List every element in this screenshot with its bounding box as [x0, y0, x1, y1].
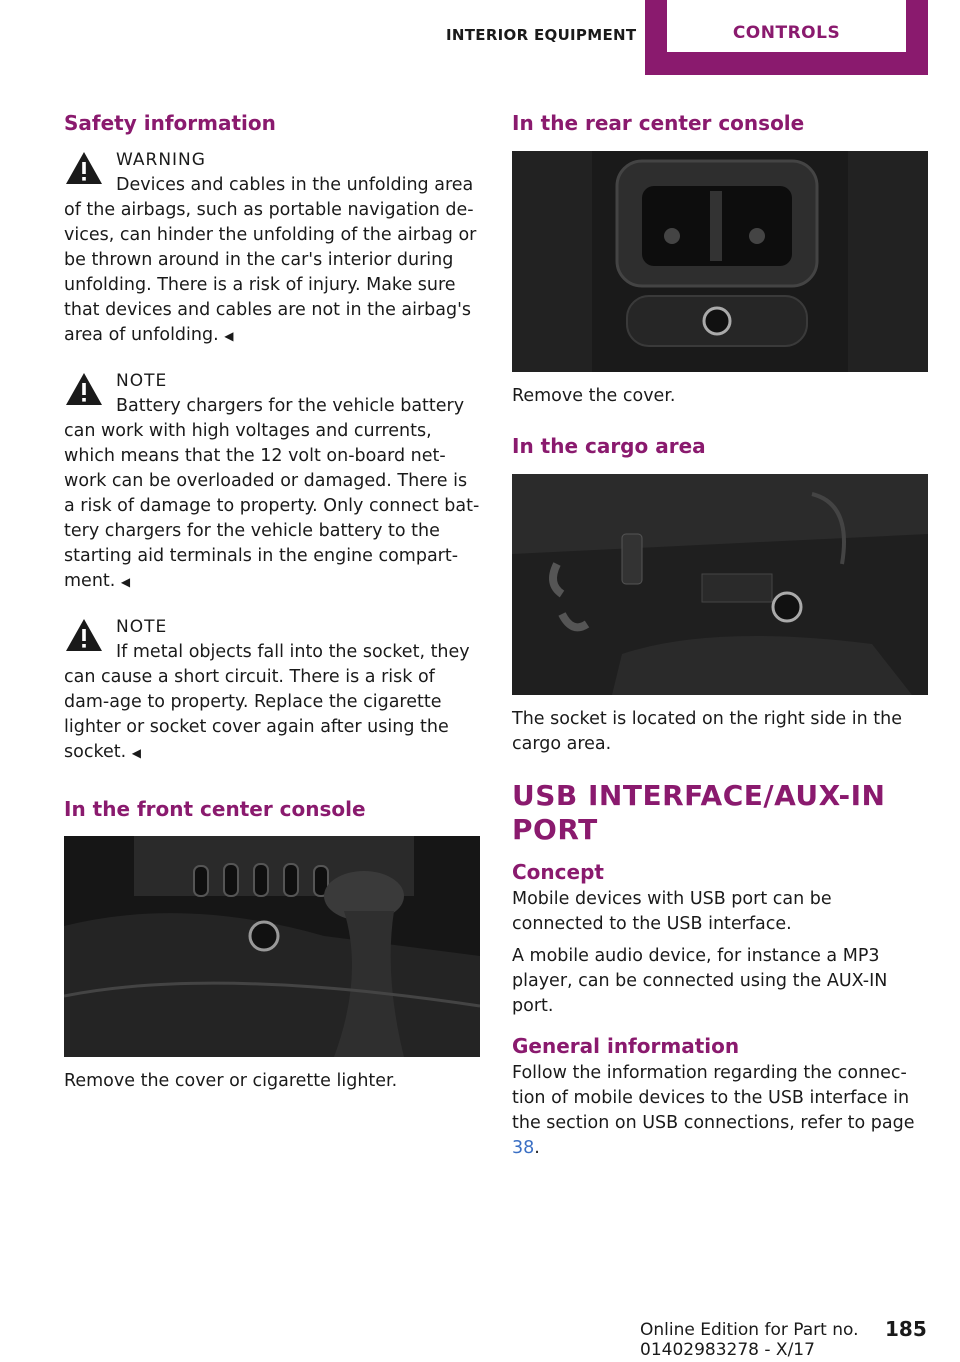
safety-information-heading: Safety information: [64, 111, 276, 135]
note-battery-chargers: [64, 369, 480, 595]
note-text: can cause a short circuit. There is a risk of dam-age to property. Replace the cigarette lighter or socket cover again after using the socket.: [64, 667, 449, 762]
end-mark-icon: ◀: [120, 575, 131, 589]
concept-paragraph-1: Mobile devices with USB port can be connected to the USB interface.: [512, 889, 832, 934]
note-metal-objects: [64, 615, 480, 766]
warning-triangle-icon: [64, 150, 104, 186]
general-information-paragraph: Follow the information regarding the connec-tion of mobile devices to the USB interface in the section on USB connections, refer to page 38.: [512, 1063, 915, 1158]
running-header-section: INTERIOR EQUIPMENT: [446, 26, 637, 44]
end-mark-icon: ◀: [131, 746, 141, 760]
warning-triangle-icon: [64, 617, 104, 653]
concept-paragraph-2: A mobile audio device, for instance a MP3 player, can be connected using the AUX-IN port.: [512, 946, 888, 1016]
right-column: [512, 108, 928, 1161]
rear-center-console-photo: [512, 151, 928, 372]
concept-heading: Concept: [512, 860, 604, 884]
front-center-console-photo: [64, 836, 480, 1057]
left-column: [64, 108, 480, 1094]
front-center-console-heading: In the front center console: [64, 797, 366, 821]
note-title: NOTE: [116, 371, 168, 391]
general-information-heading: General information: [512, 1034, 740, 1058]
page-reference-link[interactable]: 38: [512, 1138, 535, 1158]
warning-lead: Devices and cables in the unfolding area: [116, 175, 474, 195]
warning-notice: [64, 148, 480, 349]
warning-text: of the airbags, such as portable navigation de-vices, can hinder the unfolding of the airbag or be thrown around in the car's interior during unfolding. There is a risk of injury. Make sure that devices and cables are not in the airbag's area of unfolding.: [64, 200, 477, 345]
end-mark-icon: ◀: [224, 329, 234, 343]
note-lead: Battery chargers for the vehicle battery: [116, 396, 465, 416]
note-text: can work with high voltages and currents, which means that the 12 volt on-board net-work can be overloaded or damaged. There is a risk of damage to property. Only connect bat-tery chargers for the vehicle battery to the starting aid terminals in the engine compart-ment.: [64, 421, 480, 591]
cargo-area-caption: The socket is located on the right side in the cargo area.: [512, 709, 902, 754]
note-lead: If metal objects fall into the socket, they: [116, 642, 470, 662]
chapter-tab-label: CONTROLS: [732, 23, 841, 43]
rear-center-console-caption: Remove the cover.: [512, 386, 676, 406]
cargo-area-heading: In the cargo area: [512, 434, 706, 458]
warning-triangle-icon: [64, 371, 104, 407]
cargo-area-photo: [512, 474, 928, 695]
front-center-console-caption: Remove the cover or cigarette lighter.: [64, 1071, 398, 1091]
note-title: NOTE: [116, 617, 168, 637]
rear-center-console-heading: In the rear center console: [512, 111, 805, 135]
warning-title: WARNING: [116, 150, 206, 170]
usb-interface-heading: USB INTERFACE/AUX-IN PORT: [512, 779, 886, 846]
footer-edition: Online Edition for Part no. 01402983278 - X/17: [640, 1320, 859, 1360]
page-number: 185: [885, 1317, 927, 1341]
general-information-text: Follow the information regarding the connec-tion of mobile devices to the USB interface in the section on USB connections, refer to page: [512, 1063, 915, 1133]
chapter-tab: [645, 0, 928, 75]
